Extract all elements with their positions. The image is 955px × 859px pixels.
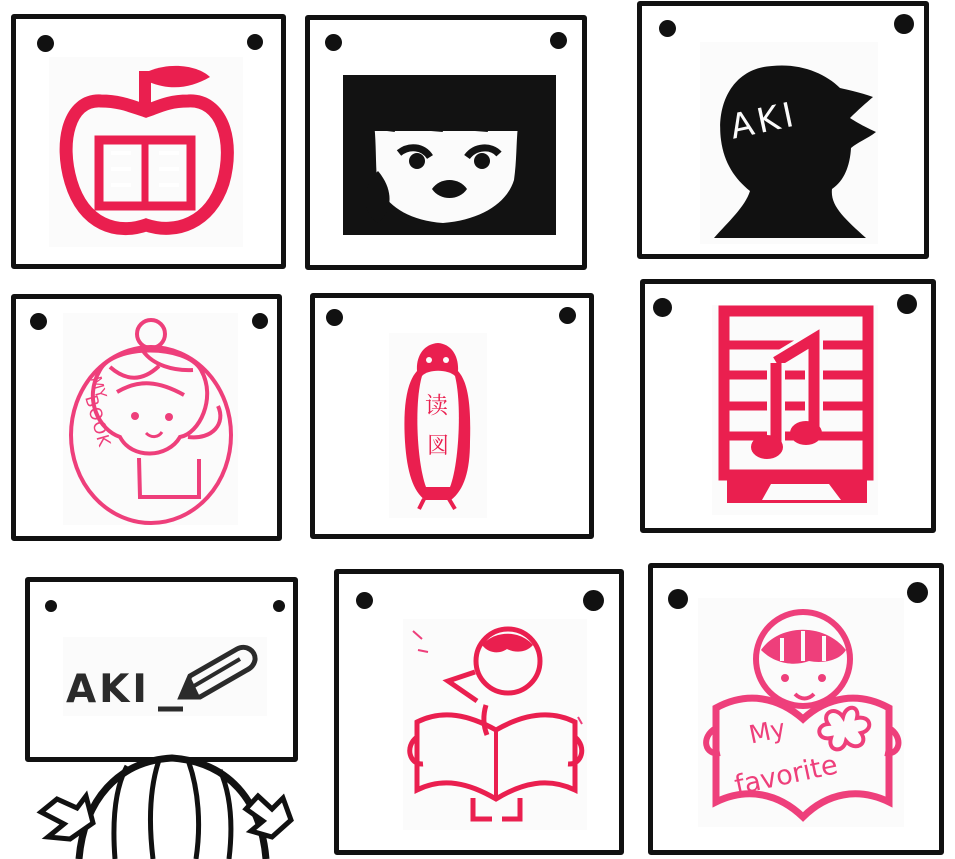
tack-icon bbox=[356, 592, 373, 609]
girl-face-icon bbox=[343, 75, 556, 235]
tack-icon bbox=[252, 313, 268, 329]
kid-holding-sign-icon bbox=[26, 730, 316, 859]
stamp-text-aki: AKI bbox=[726, 94, 802, 148]
tack-icon bbox=[37, 35, 54, 52]
stamp-text-my: MY bbox=[86, 374, 111, 401]
pencil-icon bbox=[63, 637, 267, 716]
tack-icon bbox=[653, 298, 672, 317]
bun-girl-icon bbox=[63, 313, 238, 525]
tile-apple-book[interactable] bbox=[11, 14, 286, 269]
tile-my-book-girl[interactable] bbox=[11, 294, 282, 541]
tack-icon bbox=[30, 313, 47, 330]
tack-icon bbox=[583, 590, 604, 611]
stamp-text-book: BOOK bbox=[80, 392, 115, 450]
tack-icon bbox=[550, 32, 567, 49]
apple-book-icon bbox=[49, 57, 243, 247]
tile-girl-face[interactable] bbox=[305, 15, 587, 270]
bird-reading-icon bbox=[403, 619, 587, 830]
tack-icon bbox=[659, 20, 676, 37]
stamp-text-read: 读 bbox=[425, 393, 448, 419]
tack-icon bbox=[273, 600, 285, 612]
tack-icon bbox=[559, 307, 576, 324]
tack-icon bbox=[907, 582, 928, 603]
tack-icon bbox=[247, 34, 263, 50]
tack-icon bbox=[897, 294, 917, 314]
tack-icon bbox=[326, 309, 343, 326]
girl-reading-icon bbox=[698, 598, 904, 827]
stamp-text-favorite: favorite bbox=[731, 749, 841, 802]
tile-penguin-library[interactable] bbox=[310, 293, 594, 539]
tile-my-favorite[interactable] bbox=[648, 563, 944, 855]
ponytail-silhouette-icon bbox=[700, 42, 878, 244]
tack-icon bbox=[894, 14, 914, 34]
tile-aki-silhouette[interactable] bbox=[637, 1, 929, 259]
tack-icon bbox=[325, 34, 342, 51]
music-note-icon bbox=[712, 305, 878, 515]
tile-music-note[interactable] bbox=[640, 279, 936, 533]
stamp-text-library: 図 bbox=[427, 434, 450, 459]
tile-bird-reading[interactable] bbox=[334, 569, 624, 855]
tack-icon bbox=[45, 600, 57, 612]
penguin-icon bbox=[389, 333, 487, 518]
tack-icon bbox=[668, 589, 688, 609]
stamp-text-aki: AKI bbox=[66, 667, 150, 712]
stamp-text-my: My bbox=[746, 713, 788, 750]
